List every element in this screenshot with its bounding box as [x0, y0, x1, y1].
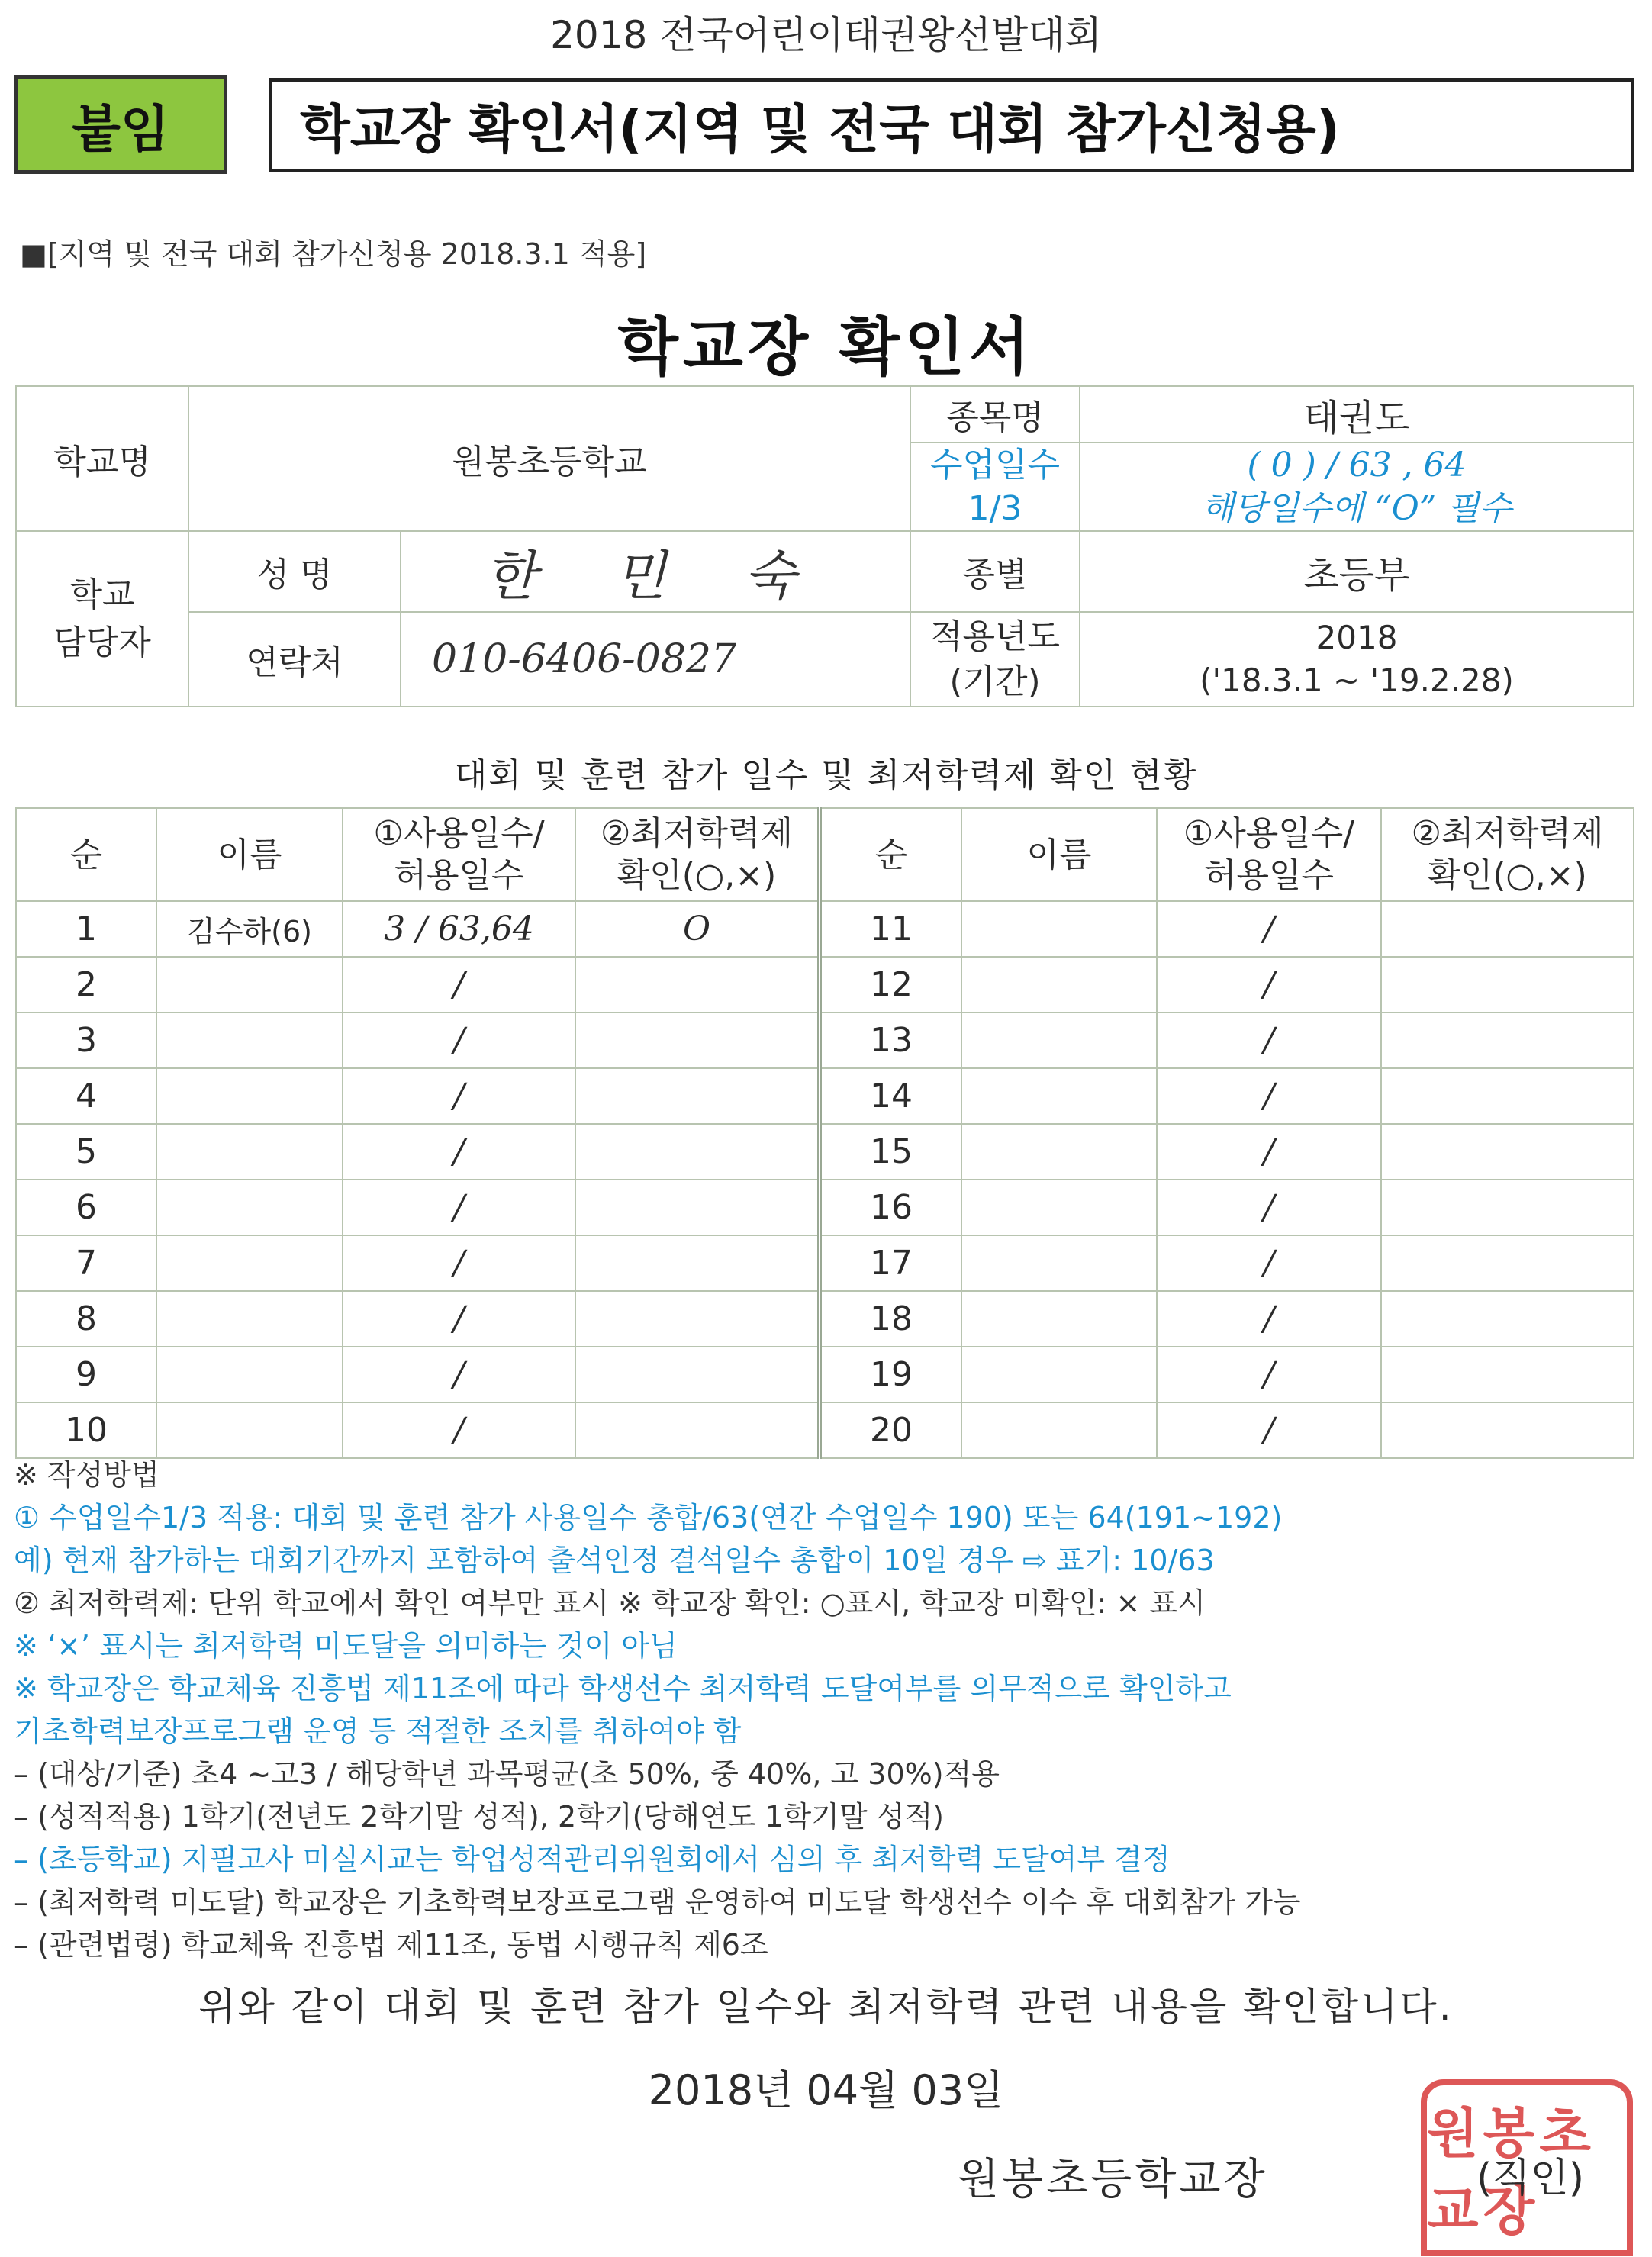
instruction-line: ② 최저학력제: 단위 학교에서 확인 여부만 표시 ※ 학교장 확인: ○표시, 학교장 미확인: × 표시	[14, 1586, 1206, 1620]
min-achievement-check	[575, 1013, 820, 1068]
table-row	[16, 957, 1634, 1013]
row-number: 14	[820, 1068, 961, 1124]
used-days: /	[343, 1291, 575, 1347]
instruction-line: ※ 작성방법	[14, 1458, 159, 1492]
row-number: 12	[820, 957, 961, 1013]
division-label: 종별	[910, 531, 1080, 612]
staff-label: 학교 담당자	[16, 531, 188, 707]
student-name	[961, 1347, 1157, 1402]
header-no: 순	[820, 808, 961, 901]
min-achievement-check	[575, 1068, 820, 1124]
student-name	[961, 1068, 1157, 1124]
min-achievement-check	[1381, 1235, 1634, 1291]
page-title: 학교장 확인서	[617, 311, 1035, 384]
student-name	[156, 1013, 343, 1068]
used-days: /	[1157, 1013, 1381, 1068]
instruction-line: 예) 현재 참가하는 대회기간까지 포함하여 출석인정 결석일수 총합이 10일 경우 ⇨ 표기: 10/63	[14, 1544, 1215, 1577]
min-achievement-check	[1381, 1402, 1634, 1458]
student-name	[156, 1068, 343, 1124]
header-check: ②최저학력제 확인(○,×)	[1381, 808, 1634, 901]
student-name	[156, 1180, 343, 1235]
student-name: 김수하(6)	[156, 901, 343, 957]
used-days: /	[343, 1013, 575, 1068]
year-value: 2018 ('18.3.1 ~ '19.2.28)	[1080, 612, 1634, 707]
used-days: /	[1157, 1124, 1381, 1180]
used-days: /	[343, 1180, 575, 1235]
student-name	[961, 1235, 1157, 1291]
header-check: ②최저학력제 확인(○,×)	[575, 808, 820, 901]
event-value: 태권도	[1080, 386, 1634, 443]
table-row	[16, 1180, 1634, 1235]
min-achievement-check	[575, 1180, 820, 1235]
row-number: 16	[820, 1180, 961, 1235]
student-name	[961, 1124, 1157, 1180]
table-row	[16, 1347, 1634, 1402]
used-days: /	[1157, 1291, 1381, 1347]
seal-text: 원봉초교장	[1427, 2102, 1596, 2242]
student-name	[156, 957, 343, 1013]
header-days: ①사용일수/ 허용일수	[343, 808, 575, 901]
used-days: /	[343, 1347, 575, 1402]
used-days: /	[1157, 901, 1381, 957]
division-value: 초등부	[1080, 531, 1634, 612]
row-number: 11	[820, 901, 961, 957]
header-no: 순	[16, 808, 156, 901]
instruction-line: ※ ‘×’ 표시는 최저학력 미도달을 의미하는 것이 아님	[14, 1629, 678, 1663]
instruction-line: – (대상/기준) 초4 ~고3 / 해당학년 과목평균(초 50%, 중 40%, 고 30%)적용	[14, 1757, 1000, 1791]
info-table	[15, 385, 1634, 707]
min-achievement-check	[575, 957, 820, 1013]
class-days-value: ( 0 ) / 63 , 64	[1247, 446, 1467, 485]
event-label: 종목명	[910, 386, 1080, 443]
instruction-line: – (성적적용) 1학기(전년도 2학기말 성적), 2학기(당해연도 1학기말 성적)	[14, 1800, 944, 1834]
seal-label: (직인)	[1476, 2156, 1585, 2201]
school-label: 학교명	[16, 386, 188, 531]
row-number: 10	[16, 1402, 156, 1458]
used-days: /	[343, 1235, 575, 1291]
row-number: 18	[820, 1291, 961, 1347]
student-name	[156, 1347, 343, 1402]
student-name	[961, 901, 1157, 957]
student-name	[961, 1180, 1157, 1235]
min-achievement-check	[575, 1124, 820, 1180]
min-achievement-check	[1381, 1124, 1634, 1180]
student-name	[156, 1291, 343, 1347]
used-days: 3 / 63,64	[343, 901, 575, 957]
min-achievement-check	[1381, 1180, 1634, 1235]
used-days: /	[343, 957, 575, 1013]
student-name	[961, 957, 1157, 1013]
student-name	[156, 1235, 343, 1291]
used-days: /	[1157, 1402, 1381, 1458]
staff-name-signature: 한 민 숙	[401, 531, 910, 612]
student-name	[961, 1402, 1157, 1458]
row-number: 2	[16, 957, 156, 1013]
row-number: 1	[16, 901, 156, 957]
student-name	[156, 1124, 343, 1180]
used-days: /	[343, 1068, 575, 1124]
attachment-badge: 붙임	[14, 75, 227, 174]
min-achievement-check	[575, 1235, 820, 1291]
used-days: /	[1157, 1068, 1381, 1124]
student-name	[961, 1291, 1157, 1347]
row-number: 19	[820, 1347, 961, 1402]
used-days: /	[1157, 1180, 1381, 1235]
instruction-line: 기초학력보장프로그램 운영 등 적절한 조치를 취하여야 함	[14, 1714, 742, 1748]
class-days-note: 해당일수에 “O” 필수	[1201, 489, 1512, 529]
instruction-line: – (최저학력 미도달) 학교장은 기초학력보장프로그램 운영하여 미도달 학생선수 이수 후 대회참가 가능	[14, 1885, 1301, 1919]
min-achievement-check	[1381, 1347, 1634, 1402]
row-number: 5	[16, 1124, 156, 1180]
row-number: 8	[16, 1291, 156, 1347]
min-achievement-check	[1381, 1013, 1634, 1068]
student-name	[961, 1013, 1157, 1068]
year-label: 적용년도 (기간)	[910, 612, 1080, 707]
issue-date: 2018년 04월 03일	[648, 2066, 1004, 2114]
status-section-title: 대회 및 훈련 참가 일수 및 최저학력제 확인 현황	[454, 756, 1198, 795]
student-name	[156, 1402, 343, 1458]
row-number: 17	[820, 1235, 961, 1291]
row-number: 9	[16, 1347, 156, 1402]
header-days: ①사용일수/ 허용일수	[1157, 808, 1381, 901]
name-label: 성 명	[188, 531, 401, 612]
min-achievement-check	[1381, 901, 1634, 957]
class-days-cell	[1080, 443, 1634, 531]
row-number: 13	[820, 1013, 961, 1068]
table-row	[16, 1124, 1634, 1180]
event-title: 2018 전국어린이태권왕선발대회	[550, 13, 1102, 57]
row-number: 20	[820, 1402, 961, 1458]
instruction-line: ① 수업일수1/3 적용: 대회 및 훈련 참가 사용일수 총합/63(연간 수업일수 190) 또는 64(191~192)	[14, 1501, 1283, 1534]
used-days: /	[343, 1124, 575, 1180]
participation-table	[15, 807, 1634, 1459]
school-value: 원봉초등학교	[188, 386, 910, 531]
row-number: 6	[16, 1180, 156, 1235]
principal-title: 원봉초등학교장	[958, 2155, 1268, 2204]
contact-value: 010-6406-0827	[401, 612, 910, 707]
table-row	[16, 901, 1634, 957]
table-row	[16, 1402, 1634, 1458]
instruction-line: – (관련법령) 학교체육 진흥법 제11조, 동법 시행규칙 제6조	[14, 1928, 768, 1962]
table-row	[16, 1291, 1634, 1347]
row-number: 3	[16, 1013, 156, 1068]
row-number: 15	[820, 1124, 961, 1180]
min-achievement-check	[1381, 1068, 1634, 1124]
used-days: /	[1157, 1235, 1381, 1291]
used-days: /	[343, 1402, 575, 1458]
min-achievement-check: O	[575, 901, 820, 957]
used-days: /	[1157, 957, 1381, 1013]
contact-label: 연락처	[188, 612, 401, 707]
confirmation-statement: 위와 같이 대회 및 훈련 참가 일수와 최저학력 관련 내용을 확인합니다.	[198, 1985, 1454, 2029]
instruction-line: – (초등학교) 지필고사 미실시교는 학업성적관리위원회에서 심의 후 최저학력 도달여부 결정	[14, 1843, 1171, 1876]
min-achievement-check	[575, 1347, 820, 1402]
applicability-note: ■[지역 및 전국 대회 참가신청용 2018.3.1 적용]	[20, 237, 647, 271]
used-days: /	[1157, 1347, 1381, 1402]
instructions	[14, 1454, 1639, 1966]
header-name: 이름	[156, 808, 343, 901]
instruction-line: ※ 학교장은 학교체육 진흥법 제11조에 따라 학생선수 최저학력 도달여부를 의무적으로 확인하고	[14, 1672, 1232, 1705]
row-number: 4	[16, 1068, 156, 1124]
min-achievement-check	[575, 1402, 820, 1458]
table-row	[16, 1235, 1634, 1291]
min-achievement-check	[1381, 1291, 1634, 1347]
min-achievement-check	[575, 1291, 820, 1347]
table-row	[16, 1013, 1634, 1068]
class-days-label: 수업일수 1/3	[910, 443, 1080, 531]
min-achievement-check	[1381, 957, 1634, 1013]
header-name: 이름	[961, 808, 1157, 901]
table-row	[16, 1068, 1634, 1124]
document-header: 학교장 확인서(지역 및 전국 대회 참가신청용)	[269, 78, 1634, 172]
row-number: 7	[16, 1235, 156, 1291]
